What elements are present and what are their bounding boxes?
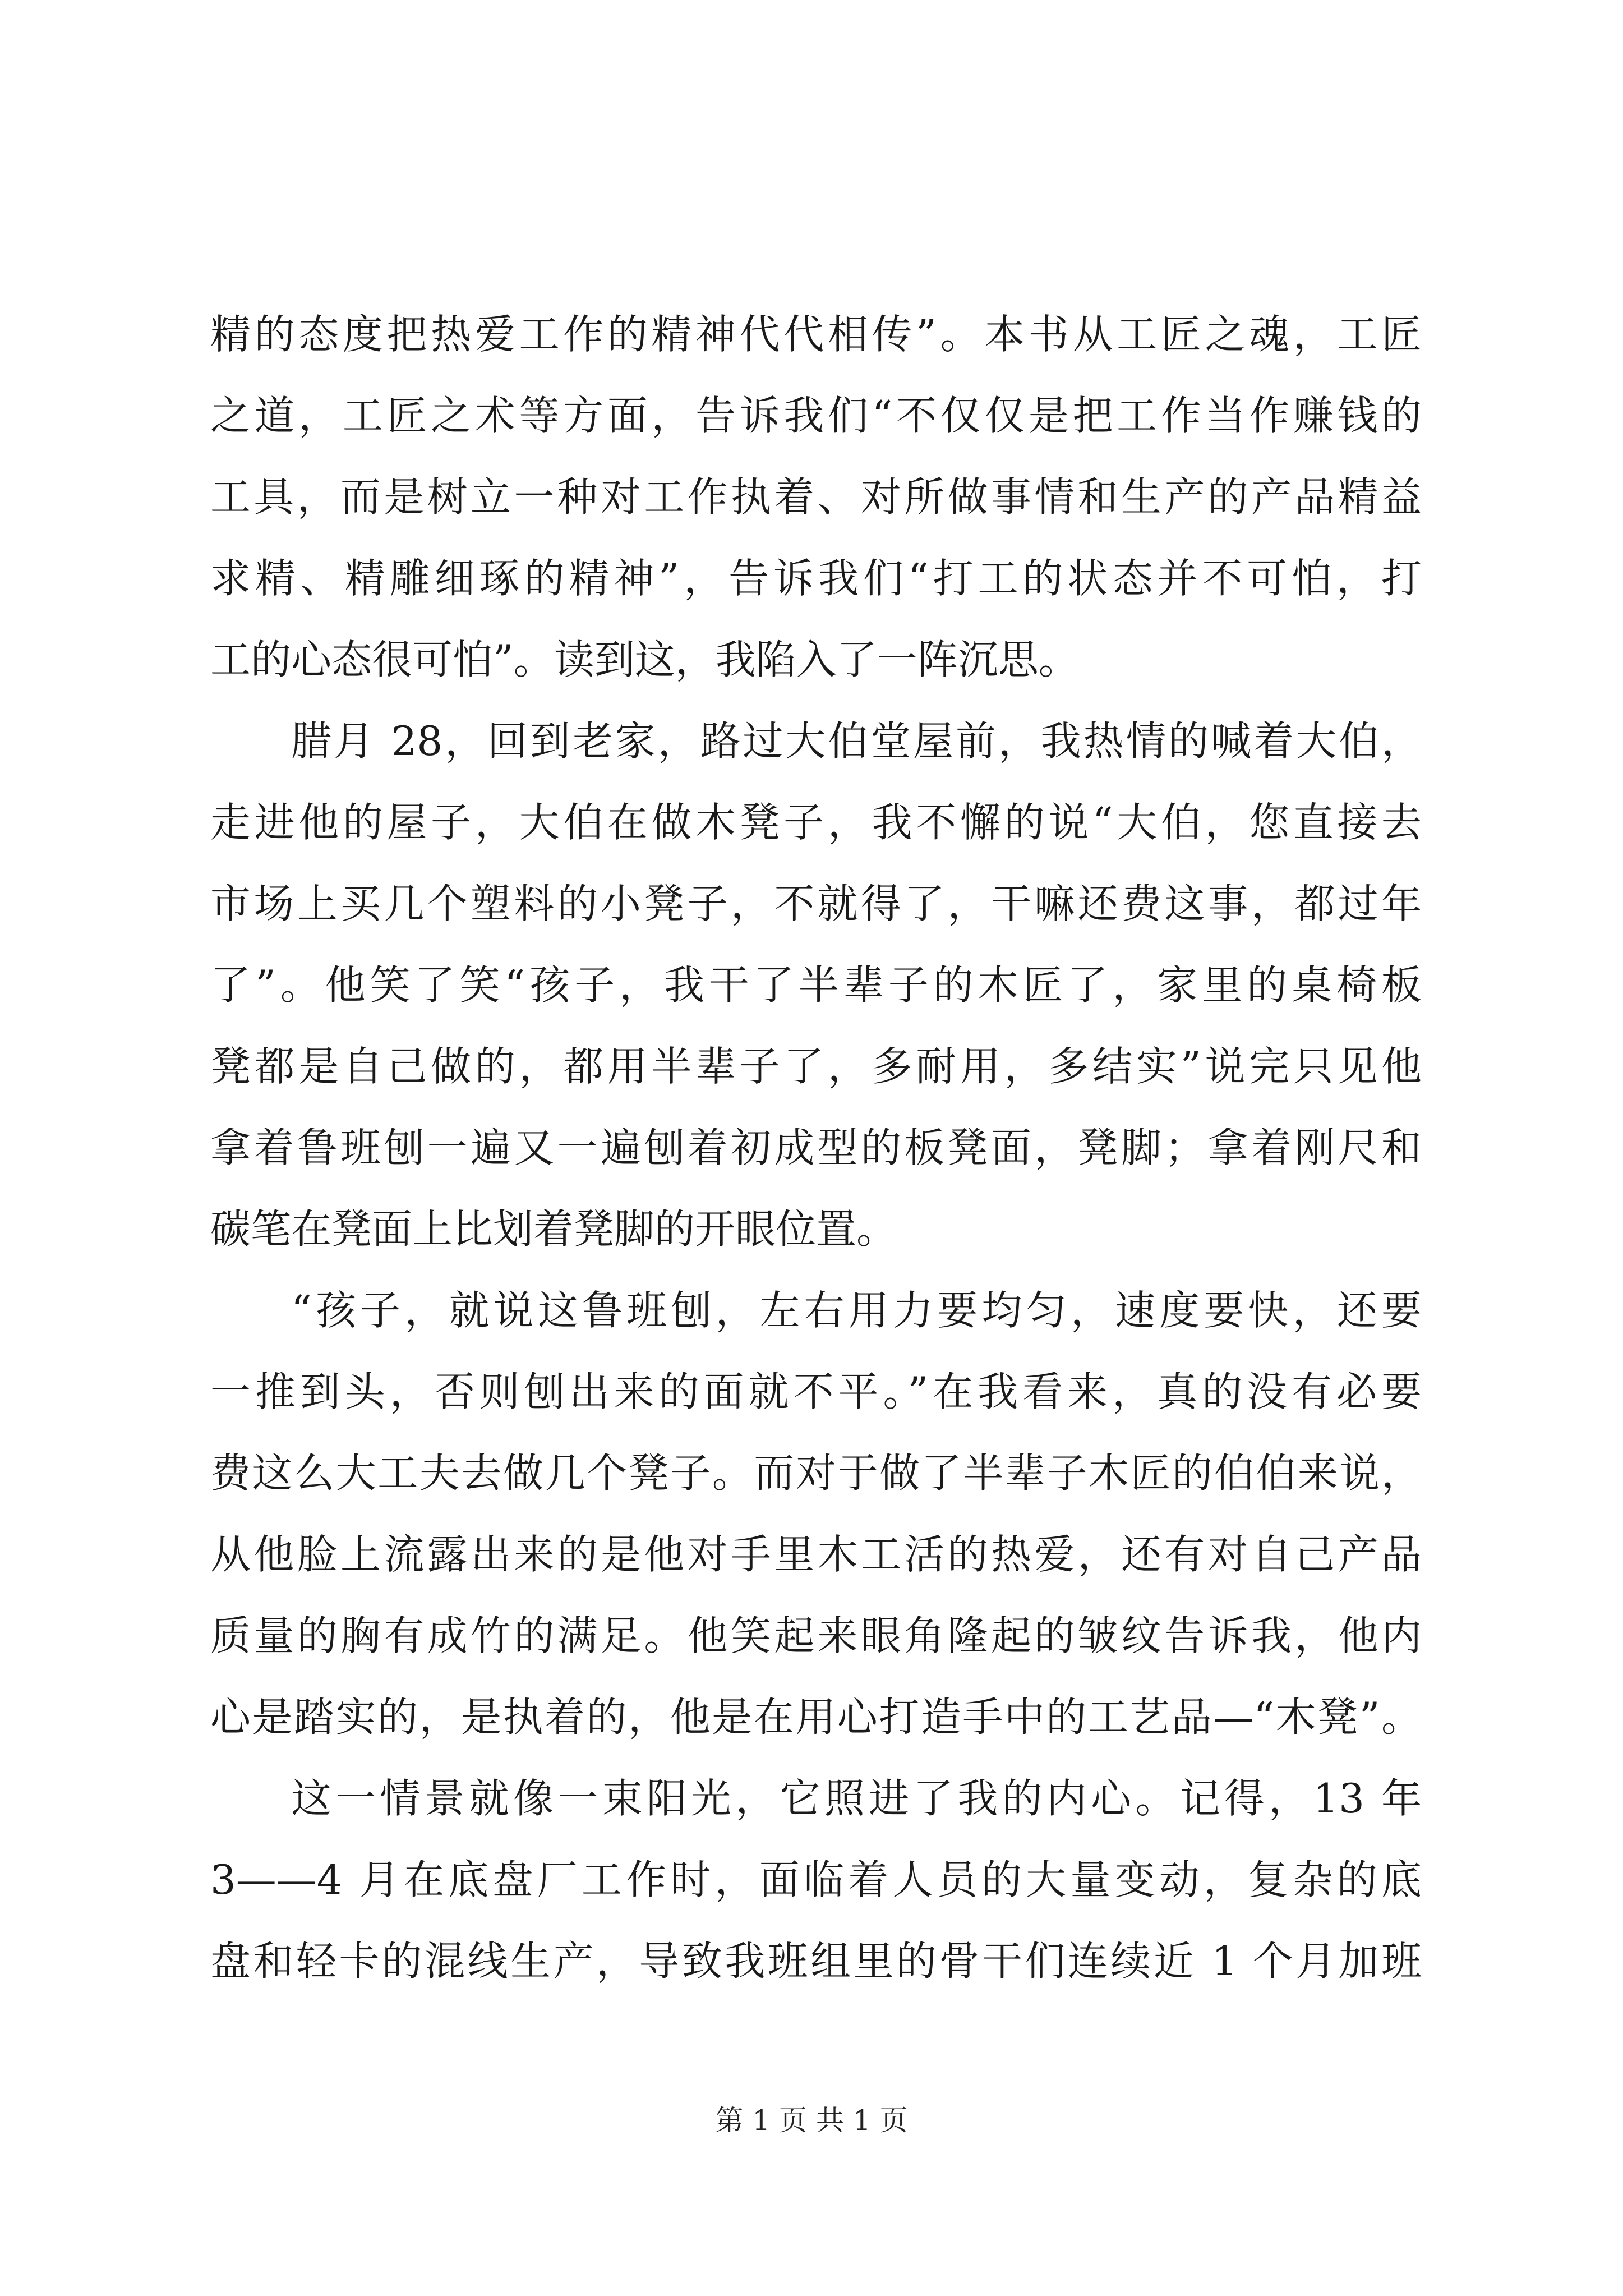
paragraph-4 [210,1758,1422,2002]
text-line: 腊月 28，回到老家，路过大伯堂屋前，我热情的喊着大伯， [291,717,1422,765]
text-line: 从他脸上流露出来的是他对手里木工活的热爱，还有对自己产品 [210,1531,1422,1578]
body-text [210,294,1422,2002]
text-line: 碳笔在凳面上比划着凳脚的开眼位置。 [210,1205,897,1253]
text-line: 质量的胸有成竹的满足。他笑起来眼角隆起的皱纹告诉我，他内 [210,1612,1422,1659]
text-line: 市场上买几个塑料的小凳子，不就得了，干嘛还费这事，都过年 [210,880,1422,927]
text-line: 一推到头，否则刨出来的面就不平。”在我看来，真的没有必要 [210,1368,1422,1415]
text-line: 凳都是自己做的，都用半辈子了，多耐用，多结实”说完只见他 [210,1043,1422,1090]
paragraph-1 [210,294,1422,701]
text-line: “孩子，就说这鲁班刨，左右用力要均匀，速度要快，还要 [291,1287,1422,1334]
text-line: 拿着鲁班刨一遍又一遍刨着初成型的板凳面，凳脚；拿着刚尺和 [210,1124,1422,1171]
text-line: 精的态度把热爱工作的精神代代相传”。本书从工匠之魂，工匠 [210,311,1422,358]
text-line: 这一情景就像一束阳光，它照进了我的内心。记得，13 年 [291,1775,1422,1822]
text-line: 心是踏实的，是执着的，他是在用心打造手中的工艺品—“木凳”。 [210,1694,1422,1741]
text-line: 之道，工匠之术等方面，告诉我们“不仅仅是把工作当作赚钱的 [210,392,1422,439]
text-line: 求精、精雕细琢的精神”，告诉我们“打工的状态并不可怕，打 [210,555,1422,602]
paragraph-3 [210,1270,1422,1758]
paragraph-2 [210,701,1422,1270]
page-footer: 第 1 页 共 1 页 [715,2104,908,2137]
text-line: 费这么大工夫去做几个凳子。而对于做了半辈子木匠的伯伯来说， [210,1450,1422,1497]
text-line: 走进他的屋子，大伯在做木凳子，我不懈的说“大伯，您直接去 [210,799,1422,846]
text-line: 3——4 月在底盘厂工作时，面临着人员的大量变动，复杂的底 [210,1856,1422,1903]
text-line: 工具，而是树立一种对工作执着、对所做事情和生产的产品精益 [210,473,1422,521]
text-line: 盘和轻卡的混线生产，导致我班组里的骨干们连续近 1 个月加班 [210,1938,1422,1985]
text-line: 了”。他笑了笑“孩子，我干了半辈子的木匠了，家里的桌椅板 [210,961,1422,1009]
text-line: 工的心态很可怕”。读到这，我陷入了一阵沉思。 [210,636,1079,683]
